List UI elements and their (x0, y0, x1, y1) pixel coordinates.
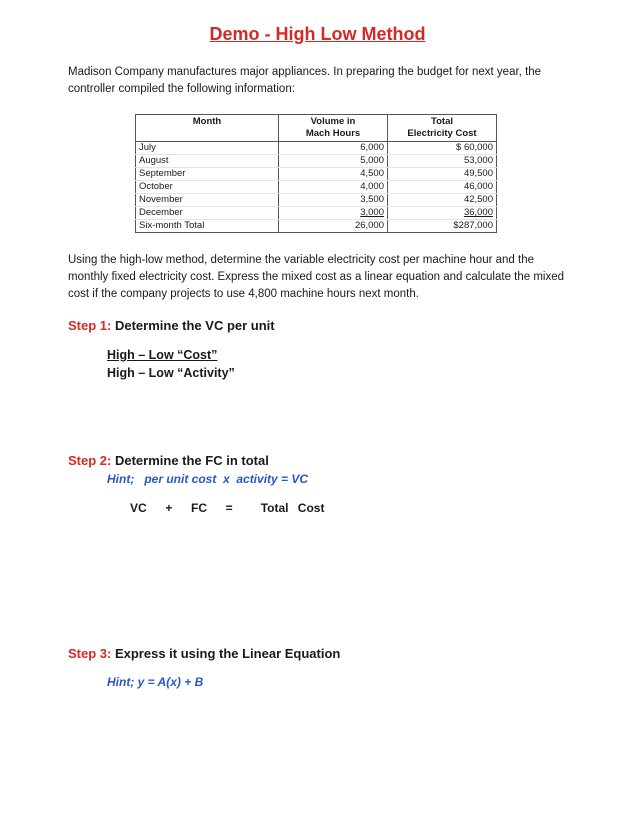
table-row (136, 207, 497, 220)
step2-text: Determine the FC in total (114, 453, 269, 468)
cell-month: Six-month Total (136, 220, 279, 233)
cell-cost: 36,000 (388, 207, 497, 220)
cell-month: July (136, 142, 279, 155)
step2-hint: Hint; per unit cost x activity = VC (107, 472, 309, 486)
step3-text: Express it using the Linear Equation (114, 646, 341, 661)
cell-month: November (136, 194, 279, 207)
step1-formula (107, 346, 235, 382)
step2-heading (68, 453, 269, 468)
formula-denominator: High – Low “Activity” (107, 366, 235, 380)
cell-cost: 42,500 (388, 194, 497, 207)
cell-volume: 5,000 (279, 155, 388, 168)
cell-cost: 49,500 (388, 168, 497, 181)
cell-cost: $287,000 (453, 220, 493, 231)
step2-equation: VC + FC = Total Cost (130, 501, 325, 515)
table-row (136, 181, 497, 194)
electricity-cost-table (135, 114, 497, 233)
cell-month: October (136, 181, 279, 194)
step3-label: Step 3: (68, 646, 112, 661)
cell-cost: 53,000 (388, 155, 497, 168)
step2-label: Step 2: (68, 453, 112, 468)
step1-label: Step 1: (68, 318, 112, 333)
table-header-row (136, 115, 497, 142)
intro-paragraph: Madison Company manufactures major appliances. In preparing the budget for next year, the controller compiled the following information: (68, 66, 542, 95)
cell-volume: 6,000 (279, 142, 388, 155)
header-month: Month (136, 115, 279, 142)
step3-heading (68, 646, 340, 661)
question-paragraph: Using the high-low method, determine the variable electricity cost per machine hour and the monthly fixed electricity cost. Express the mixed cost as a linear equation and calculate the mixed cost if the company projects to use 4,800 machine hours next month. (68, 254, 565, 300)
step3-hint: Hint; y = A(x) + B (107, 675, 204, 689)
cell-cost: $ 60,000 (388, 142, 497, 155)
cell-volume: 3,000 (279, 207, 388, 220)
header-cost: Total Electricity Cost (388, 115, 497, 142)
page-title: Demo - High Low Method (209, 24, 426, 44)
step1-heading (68, 318, 275, 333)
formula-numerator: High – Low “Cost” (107, 348, 218, 362)
table-row (136, 155, 497, 168)
header-volume: Volume in Mach Hours (279, 115, 388, 142)
cell-cost: 46,000 (388, 181, 497, 194)
cell-volume: 4,000 (279, 181, 388, 194)
cell-month: December (136, 207, 279, 220)
cell-month: September (136, 168, 279, 181)
cell-volume: 26,000 (279, 220, 388, 233)
cell-volume: 3,500 (279, 194, 388, 207)
table-row (136, 194, 497, 207)
table-row (136, 168, 497, 181)
cell-month: August (136, 155, 279, 168)
table-total-row (136, 220, 497, 233)
step1-text: Determine the VC per unit (114, 318, 275, 333)
cell-volume: 4,500 (279, 168, 388, 181)
table-row (136, 142, 497, 155)
